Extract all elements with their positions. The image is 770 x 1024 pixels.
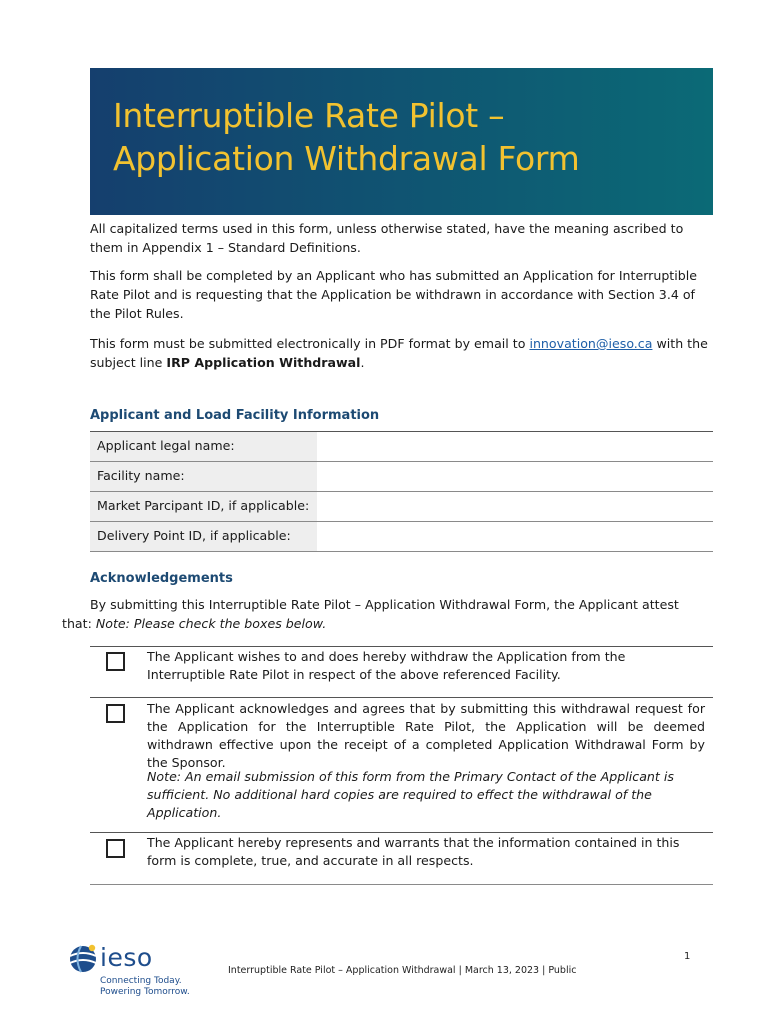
facility-name-label: Facility name:	[90, 462, 317, 491]
applicant-section-heading: Applicant and Load Facility Information	[90, 408, 380, 423]
submission-text-middle: with the subject line	[90, 336, 708, 370]
deemed-withdrawn-statement: The Applicant acknowledges and agrees that by submitting this withdrawal request for the Application for the Interruptible Rate Pilot, the Application will be deemed withdrawn effective upon the receipt of a completed Application Withdrawal Form by the Sponsor.	[147, 701, 705, 770]
section-divider	[90, 884, 713, 885]
logo-wordmark: ieso	[100, 943, 153, 972]
logo-tagline-line-1: Connecting Today.	[100, 976, 182, 986]
email-submission-note: Note: An email submission of this form from the Primary Contact of the Applicant is sufficient. No additional hard copies are required to effect the withdrawal of the Application.	[147, 769, 674, 820]
delivery-point-id-label: Delivery Point ID, if applicable:	[90, 522, 317, 551]
footer-text: Interruptible Rate Pilot – Application Withdrawal | March 13, 2023 | Public	[228, 965, 577, 976]
acknowledgement-item-represents	[90, 832, 713, 883]
ack-intro-line-2	[62, 614, 710, 633]
globe-icon	[66, 942, 100, 976]
acknowledgement-item-deemed-withdrawn	[90, 697, 713, 833]
acknowledgement-item-withdraw	[90, 646, 713, 698]
table-row	[90, 461, 713, 491]
logo-tagline-line-2: Powering Tomorrow.	[100, 987, 190, 997]
facility-name-field[interactable]	[317, 462, 713, 491]
acknowledgements-intro	[62, 595, 710, 633]
represents-statement: The Applicant hereby represents and warrants that the information contained in this form is complete, true, and accurate in all respects.	[147, 835, 680, 868]
subject-line-bold: IRP Application Withdrawal	[166, 355, 361, 370]
intro-paragraph-definitions: All capitalized terms used in this form, unless otherwise stated, have the meaning ascribed to them in Appendix 1 – Standard Definitions.	[90, 221, 684, 255]
intro-paragraph-purpose: This form shall be completed by an Applicant who has submitted an Application for Interruptible Rate Pilot and is requesting that the Application be withdrawn in accordance with Section 3.4 of the Pilot Rules.	[90, 268, 697, 321]
delivery-point-id-field[interactable]	[317, 522, 713, 551]
page-title-line-2: Application Withdrawal Form	[113, 139, 580, 178]
ack-intro-line-1: By submitting this Interruptible Rate Pilot – Application Withdrawal Form, the Applicant attest	[90, 597, 679, 612]
email-link[interactable]: innovation@ieso.ca	[529, 336, 653, 351]
applicant-info-table	[90, 431, 713, 552]
applicant-legal-name-label: Applicant legal name:	[90, 432, 317, 461]
market-participant-id-field[interactable]	[317, 492, 713, 521]
title-banner	[90, 68, 713, 215]
market-participant-id-label: Market Parcipant ID, if applicable:	[90, 492, 317, 521]
represents-checkbox[interactable]	[106, 839, 125, 858]
ack-intro-prefix: that:	[62, 616, 96, 631]
submission-text-end: .	[360, 355, 365, 370]
deemed-withdrawn-checkbox[interactable]	[106, 704, 125, 723]
submission-text-start: This form must be submitted electronically in PDF format by email to	[90, 336, 530, 351]
withdraw-checkbox[interactable]	[106, 652, 125, 671]
applicant-legal-name-field[interactable]	[317, 432, 713, 461]
table-row	[90, 491, 713, 521]
page-title-line-1: Interruptible Rate Pilot –	[113, 96, 505, 135]
table-row	[90, 521, 713, 552]
page-number: 1	[684, 951, 691, 962]
ieso-logo	[66, 940, 206, 1000]
withdraw-statement: The Applicant wishes to and does hereby withdraw the Application from the Interruptible Rate Pilot in respect of the above referenced Facility.	[147, 649, 626, 682]
ack-intro-note: Note: Please check the boxes below.	[95, 616, 327, 631]
intro-paragraph-submission	[90, 334, 715, 372]
acknowledgements-heading: Acknowledgements	[90, 571, 233, 586]
page-title	[113, 94, 579, 180]
logo-tagline	[100, 976, 190, 998]
table-row	[90, 431, 713, 461]
